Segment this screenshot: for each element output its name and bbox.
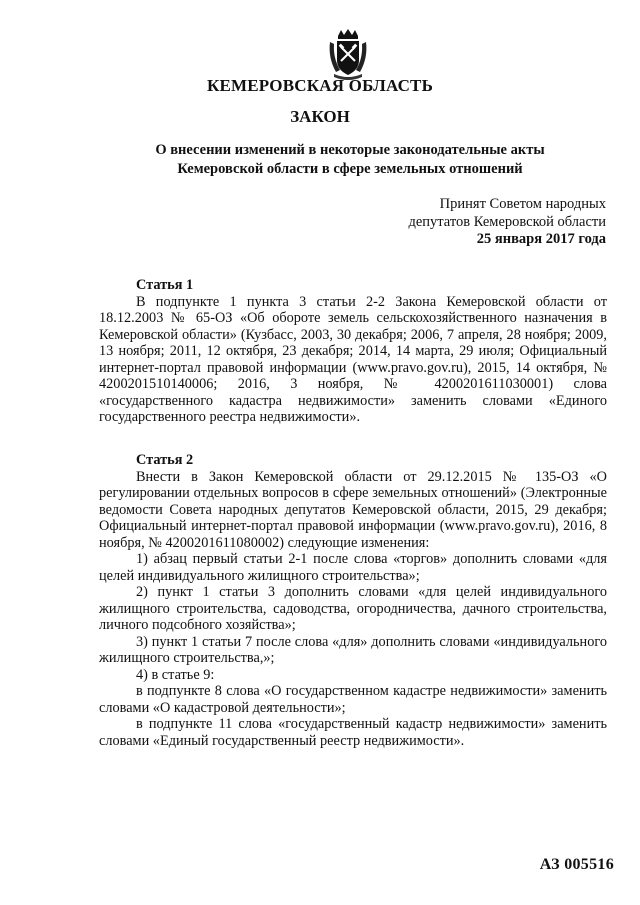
article-2-item: 4) в статье 9: bbox=[136, 666, 215, 683]
article-2-intro: Внести в Закон Кемеровской области от 29.12.2015 № 135-ОЗ «О регулировании отдельных вопросов в сфере земельных отношений» (Электронные ведомости Совета народных депутатов Кемеровской области, 2015, 29 декабря; Официальный интернет-портал правовой информации (www.pravo.gov.ru), 2016, 8 ноября, № 4200201611080002) следующие изменения: bbox=[99, 468, 607, 551]
article-2-heading: Статья 2 bbox=[136, 452, 194, 468]
law-title bbox=[100, 141, 600, 179]
adoption-line-2: депутатов Кемеровской области bbox=[408, 213, 606, 230]
adoption-block bbox=[408, 196, 606, 249]
article-2-item: 3) пункт 1 статьи 7 после слова «для» дополнить словами «индивидуального жилищного строительства,»; bbox=[99, 633, 607, 666]
article-1-heading: Статья 1 bbox=[136, 277, 194, 293]
article-2 bbox=[99, 452, 607, 749]
article-2-item: в подпункте 8 слова «О государственном кадастре недвижимости» заменить словами «О кадастровой деятельности»; bbox=[99, 683, 607, 716]
adoption-line-1: Принят Советом народных bbox=[439, 196, 606, 212]
adoption-date: 25 января 2017 года bbox=[476, 231, 606, 247]
law-title-line-1: О внесении изменений в некоторые законодательные акты bbox=[155, 142, 545, 158]
article-2-item: в подпункте 11 слова «государственный кадастр недвижимости» заменить словами «Единый государственный реестр недвижимости». bbox=[99, 716, 607, 749]
coat-of-arms-icon bbox=[326, 28, 370, 80]
article-1 bbox=[99, 277, 607, 426]
region-heading: КЕМЕРОВСКАЯ ОБЛАСТЬ bbox=[206, 76, 434, 95]
document-type-heading: ЗАКОН bbox=[290, 107, 350, 126]
law-title-line-2: Кемеровской области в сфере земельных отношений bbox=[177, 161, 523, 177]
article-2-item: 2) пункт 1 статьи 3 дополнить словами «для целей индивидуального жилищного строительства, садоводства, огородничества, дачного строительства, личного подсобного хозяйства»; bbox=[99, 584, 607, 633]
article-2-item: 1) абзац первый статьи 2-1 после слова «торгов» дополнить словами «для целей индивидуального жилищного строительства»; bbox=[99, 551, 607, 584]
serial-number: АЗ 005516 bbox=[539, 856, 614, 873]
article-1-text: В подпункте 1 пункта 3 статьи 2-2 Закона Кемеровской области от 18.12.2003 № 65-ОЗ «Об обороте земель сельскохозяйственного назначения в Кемеровской области» (Кузбасс, 2003, 30 декабря; 2006, 7 апреля, 28 ноября; 2009, 13 ноября; 2011, 12 октября, 23 декабря; 2014, 14 марта, 29 июля; Официальный интернет-портал правовой информации (www.pravo.gov.ru), 2015, 14 октября, № 4200201510140006; 2016, 3 ноября, № 4200201611030001) слова «государственного кадастра недвижимости» заменить словами «Единого государственного реестра недвижимости». bbox=[99, 293, 607, 425]
